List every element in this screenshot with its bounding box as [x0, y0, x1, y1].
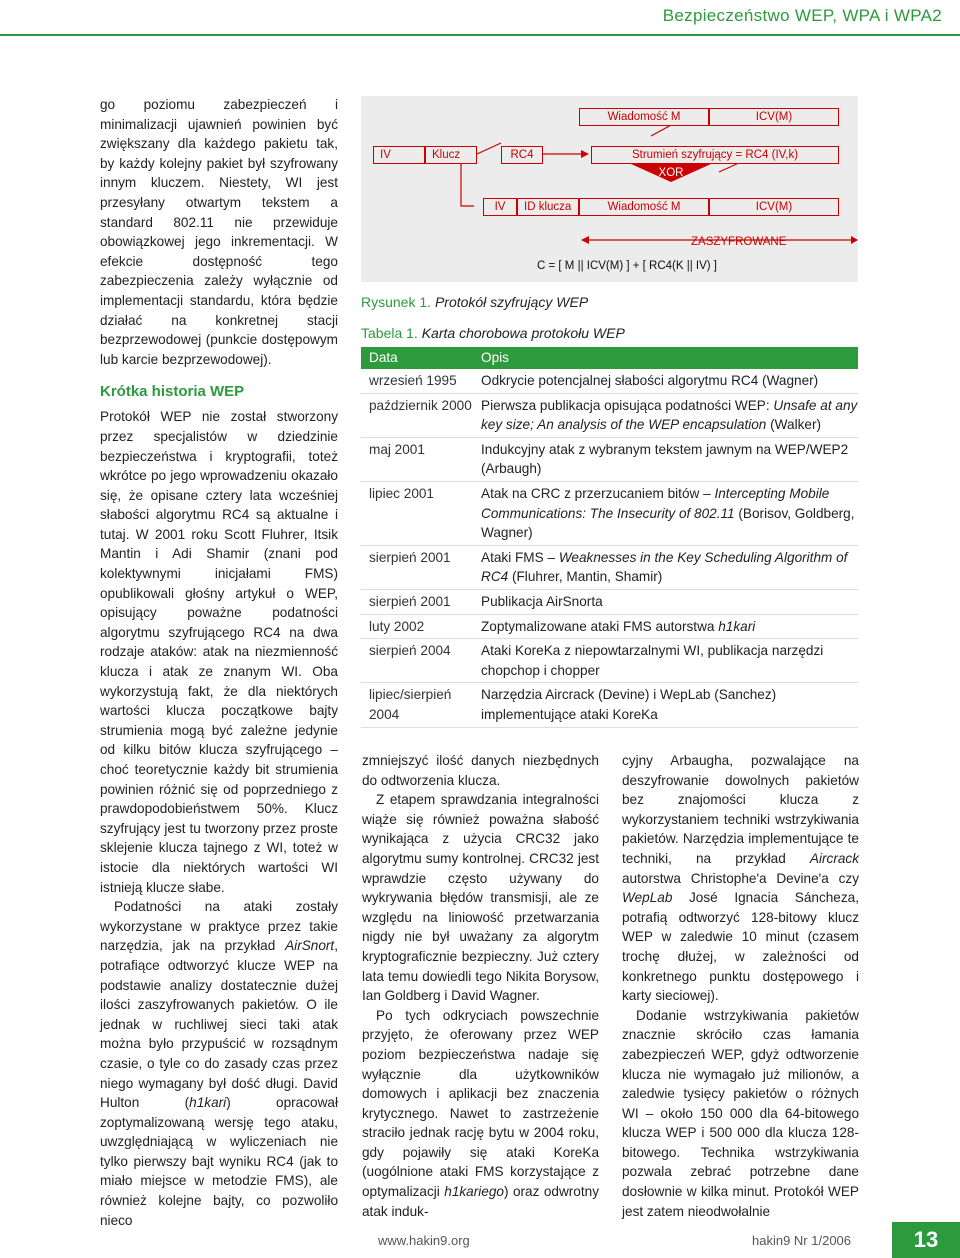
text-run: autorstwa Christophe'a Devine'a czy [622, 870, 859, 886]
paragraph [622, 751, 859, 1006]
text-run: Podatności na ataki zostały wykorzystane w praktyce przez takie narzędzia, jak na przykład [100, 899, 338, 954]
footer-issue: hakin9 Nr 1/2006 [752, 1233, 852, 1248]
author-handle: h1kariego [444, 1184, 504, 1200]
row-date: lipiec/sierpień 2004 [369, 687, 452, 722]
rc4-box: RC4 [501, 146, 543, 164]
paragraph: Dodanie wstrzykiwania pakietów znacznie skróciło czas łamania zabezpieczeń WEP, gdyż odtworzenie klucza nie wymagało już milionów, a zaledwie tysięcy pakietów o różnych WI – około 150 000 dla 64-bitowego klucza WEP i 500 000 dla klucza 128-bitowego. Technika wstrzykiwania pozwala zebrać potrzebne dane dosłownie w kilka minut. Protokół WEP jest zatem nieodwołalnie [622, 1007, 859, 1219]
row-date: lipiec 2001 [369, 485, 434, 501]
row-date: luty 2002 [369, 618, 425, 634]
wep-diagram [361, 96, 858, 282]
table-row [361, 369, 858, 394]
text-run: Zoptymalizowane ataki FMS autorstwa [481, 618, 719, 634]
row-date: październik 2000 [369, 397, 472, 413]
xor-label: XOR [658, 167, 684, 179]
table-row [361, 639, 858, 683]
diagram-connector [477, 143, 501, 154]
row-description: Odkrycie potencjalnej słabości algorytmu RC4 (Wagner) [481, 373, 819, 388]
diagram-arrowhead [581, 236, 589, 244]
text-run: Ataki FMS – [481, 549, 559, 565]
row-description [473, 548, 858, 587]
table-row [361, 590, 858, 615]
text-run: José Ignacia Sáncheza, potrafią odtworzyć 128-bitowy klucz WEP w zaledwie 10 minut (czasem trochę dłużej, w zależności od konkretnego punktu dostępowego i karty sieciowej). [622, 890, 859, 1004]
paragraph [100, 897, 338, 1230]
row-description: Indukcyjny atak z wybranym tekstem jawnym na WEP/WEP2 (Arbaugh) [481, 441, 849, 477]
text-run: Po tych odkryciach powszechnie przyjęto, że oferowany przez WEP poziom bezpieczeństwa nadaje się wyłącznie dla użytkowników domowych i aplikacji bez znaczenia krytycznego. Nawet to zastrzeżenie straciło jednak rację bytu w 2004 roku, gdy pojawiły się ataki KoreKa (uogólnione ataki FMS korzystające z optymalizacji [362, 1007, 599, 1200]
text-run: ) oraz odwrotny atak induk- [362, 1184, 600, 1219]
iv-box-2: IV [483, 198, 517, 216]
column-header-description: Opis [481, 350, 509, 366]
text-column-1 [100, 95, 338, 1230]
figure-label: Rysunek 1. [361, 294, 432, 310]
tool-name: AirSnort [285, 938, 335, 954]
icv-box: ICV(M) [709, 108, 839, 126]
message-box-2: Wiadomość M [579, 198, 709, 216]
table-title: Karta chorobowa protokołu WEP [421, 325, 625, 341]
wep-history-table [361, 347, 858, 728]
text-run: Pierwsza publikacja opisująca podatności WEP: [481, 397, 774, 413]
row-date: maj 2001 [369, 441, 425, 457]
table-caption [361, 325, 625, 341]
message-box: Wiadomość M [579, 108, 709, 126]
formula-label: C = [ M || ICV(M) ] + [ RC4(K || IV) ] [537, 260, 717, 272]
row-date: sierpień 2001 [369, 549, 451, 565]
page-header-title: Bezpieczeństwo WEP, WPA i WPA2 [662, 6, 942, 25]
table-row [361, 438, 858, 482]
paragraph: zmniejszyć ilość danych niezbędnych do odtworzenia klucza. [362, 753, 599, 788]
text-run: cyjny Arbaugha, pozwalające na deszyfrowanie dowolnych pakietów bez znajomości klucza z wykorzystaniem techniki wstrzykiwania pakietów. Narzędzia implementujące te techniki, na przykład [622, 753, 859, 866]
row-description: Publikacja AirSnorta [481, 593, 603, 609]
table-row [361, 683, 858, 727]
text-run: (Walker) [766, 417, 821, 433]
diagram-connector [461, 162, 474, 206]
row-date: wrzesień 1995 [369, 373, 457, 388]
key-box: Klucz [425, 146, 477, 164]
row-description: Narzędzia Aircrack (Devine) i WepLab (Sanchez) implementujące ataki KoreKa [481, 687, 777, 722]
keystream-box: Strumień szyfrujący = RC4 (IV,k) [591, 146, 839, 164]
encrypted-label: ZASZYFROWANE [691, 236, 787, 248]
publication-title: Unsafe at any key size; An analysis of the WEP encapsulation [481, 397, 858, 433]
section-heading: Krótka historia WEP [100, 383, 245, 401]
publication-title: Weaknesses in the Key Scheduling Algorithm of RC4 [481, 549, 848, 585]
row-date: sierpień 2004 [369, 643, 451, 659]
iv-box: IV [373, 146, 425, 164]
text-run: , potrafiące odtworzyć klucze WEP na podstawie analizy dostatecznie dużej ilości zaszyfrowanych pakietów. O ile jednak w ruchliwej sieci taki atak można było przypuścić w rozsądnym czasie, o tyle co do zasady czas przez niego wymagany był dość długi. David Hulton ( [100, 938, 338, 1111]
text-run: (Borisov, Goldberg, Wagner) [481, 505, 855, 541]
table-row [361, 615, 858, 640]
figure-title: Protokół szyfrujący WEP [434, 294, 589, 310]
diagram-arrowhead [851, 236, 858, 244]
table-row [361, 394, 858, 438]
text-run: (Fluhrer, Mantin, Shamir) [508, 569, 663, 585]
icv-box-2: ICV(M) [709, 198, 839, 216]
text-column-2 [362, 751, 599, 1221]
table-header [361, 347, 858, 369]
key-id-box: ID klucza [517, 198, 579, 216]
table-row [361, 482, 858, 546]
text-run: ) opracował zoptymalizowaną wersję tego ataku, uwzględniającą w wyliczeniach nie tylko pierwszy bajt wyniku RC4 (jak to miało miejsce w metodzie FMS), ale również kolejne bajty, co pozwoliło nieco [100, 1095, 338, 1228]
publication-title: Intercepting Mobile Communications: The Insecurity of 802.11 [481, 485, 830, 521]
paragraph: Z etapem sprawdzania integralności wiąże się również poważna słabość wynikająca z użycia CRC32 jako algorytmu sumy kontrolnej. CRC32 jest wprawdzie często używany do wykrywania błędów transmisji, ale ze względu na liniowość przetwarzania nigdy nie był uważany za algorytm kryptograficznie bezpieczny. Już cztery lata temu dowiedli tego Nikita Borysow, Ian Goldberg i David Wagner. [362, 792, 599, 1004]
row-description [473, 396, 858, 435]
figure-caption [361, 294, 588, 310]
header-divider [0, 34, 960, 36]
row-date: sierpień 2001 [369, 593, 451, 609]
author-handle: h1kari [189, 1095, 227, 1111]
tool-name: WepLab [622, 890, 673, 906]
tool-name: Aircrack [809, 850, 859, 866]
table-row [361, 546, 858, 590]
author-handle: h1kari [718, 618, 756, 634]
row-description [473, 484, 858, 543]
row-description [473, 617, 858, 637]
column-header-date: Data [369, 350, 398, 366]
row-description: Ataki KoreKa z niepowtarzalnymi WI, publikacja narzędzi chopchop i chopper [481, 643, 824, 678]
text-column-3 [622, 751, 859, 1221]
diagram-arrowhead [581, 150, 589, 158]
paragraph [362, 1006, 599, 1222]
page-number: 13 [892, 1222, 960, 1258]
table-label: Tabela 1. [361, 325, 418, 341]
text-run: Atak na CRC z przerzucaniem bitów – [481, 485, 715, 501]
paragraph: go poziomu zabezpieczeń i minimalizacji ujawnień powinien być zwiększany dla każdego pakietu tak, by każdy kolejny pakiet był szyfrowany innym kluczem. Niestety, WI jest przesyłany otwartym tekstem a standard 802.11 nie przewiduje obowiązkowej jego inkrementacji. W efekcie dostępność tego zabezpieczenia zależy wyłącznie od implementacji standardu, która będzie działać na konkretnej stacji bezprzewodowej (punkcie dostępowym lub karcie bezprzewodowej). [100, 97, 338, 367]
paragraph: Protokół WEP nie został stworzony przez specjalistów w dziedzinie bezpieczeństwa i kryptografii, toteż wkrótce po jego wprowadzeniu okazało się, że opisane cztery lata wcześniej słabości algorytmu RC4 są aktualne i tutaj. W 2001 roku Scott Fluhrer, Itsik Mantin i Adi Shamir (znani pod kolektywnymi inicjałami FMS) opublikowali głośny artykuł o WEP, opisujący poważne podatności algorytmu szyfrującego RC4 na dwa rodzaje ataków: atak na niezmienność klucza i atak ze znanym WI. Oba wykorzystują fakt, że dla niektórych wartości klucza początkowe bajty strumienia mogą być zależne jedynie od kilku bitów klucza szyfrującego – choć teoretycznie każdy bit strumienia powinien różnić się od poprzedniego z prawdopodobieństwem 50%. Klucz szyfrujący jest tu tworzony przez proste sklejenie klucza tajnego z WI, toteż w istocie dla niektórych wartości WI istnieją klucze słabe. [100, 409, 338, 895]
footer-url: www.hakin9.org [378, 1233, 470, 1248]
